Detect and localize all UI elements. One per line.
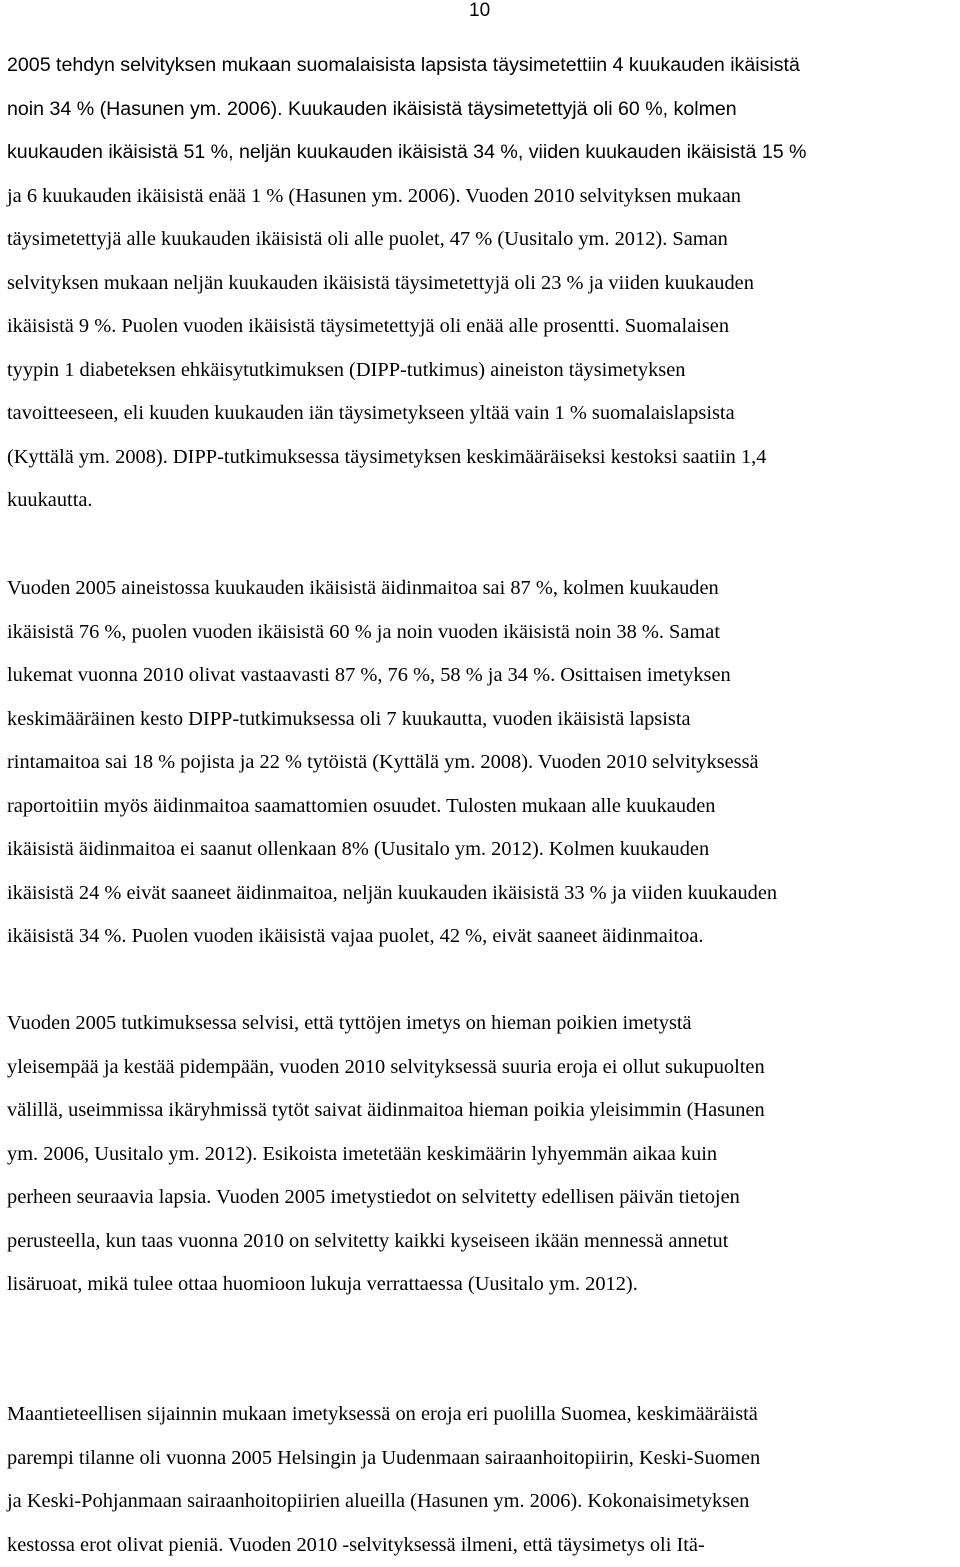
text-line: Maantieteellisen sijainnin mukaan imetyksessä on eroja eri puolilla Suomea, keskimääräistä (7, 1393, 960, 1437)
text-line: ikäisistä 9 %. Puolen vuoden ikäisistä täysimetettyjä oli enää alle prosentti. Suomalaisen (7, 305, 960, 349)
text-line: kuukauden ikäisistä 51 %, neljän kuukauden ikäisistä 34 %, viiden kuukauden ikäisistä 15 % (7, 131, 960, 175)
text-line: lukemat vuonna 2010 olivat vastaavasti 87 %, 76 %, 58 % ja 34 %. Osittaisen imetyksen (7, 654, 960, 698)
text-line: välillä, useimmissa ikäryhmissä tytöt saivat äidinmaitoa hieman poikia yleisimmin (Hasunen (7, 1089, 960, 1133)
text-line: ja 6 kuukauden ikäisistä enää 1 % (Hasunen ym. 2006). Vuoden 2010 selvityksen mukaan (7, 175, 960, 219)
text-line: yleisempää ja kestää pidempään, vuoden 2010 selvityksessä suuria eroja ei ollut sukupuolten (7, 1046, 960, 1090)
text-line: tavoitteeseen, eli kuuden kuukauden iän täysimetykseen yltää vain 1 % suomalaislapsista (7, 392, 960, 436)
text-line: 2005 tehdyn selvityksen mukaan suomalaisista lapsista täysimetettiin 4 kuukauden ikäisistä (7, 44, 960, 88)
text-line: ym. 2006, Uusitalo ym. 2012). Esikoista imetetään keskimäärin lyhyemmän aikaa kuin (7, 1133, 960, 1177)
paragraph-breast-milk-rates (7, 567, 960, 959)
text-line: täysimetettyjä alle kuukauden ikäisistä oli alle puolet, 47 % (Uusitalo ym. 2012). Saman (7, 218, 960, 262)
text-line: ikäisistä 76 %, puolen vuoden ikäisistä 60 % ja noin vuoden ikäisistä noin 38 %. Samat (7, 611, 960, 655)
text-line: kuukautta. (7, 479, 960, 523)
text-line: ja Keski-Pohjanmaan sairaanhoitopiirien alueilla (Hasunen ym. 2006). Kokonaisimetyksen (7, 1480, 960, 1524)
text-line: selvityksen mukaan neljän kuukauden ikäisistä täysimetettyjä oli 23 % ja viiden kuukauden (7, 262, 960, 306)
paragraph-gender-differences (7, 1002, 960, 1307)
text-line: keskimääräinen kesto DIPP-tutkimuksessa oli 7 kuukautta, vuoden ikäisistä lapsista (7, 698, 960, 742)
text-line: perheen seuraavia lapsia. Vuoden 2005 imetystiedot on selvitetty edellisen päivän tietojen (7, 1176, 960, 1220)
text-line: kestossa erot olivat pieniä. Vuoden 2010 -selvityksessä ilmeni, että täysimetys oli Itä- (7, 1524, 960, 1567)
text-line: perusteella, kun taas vuonna 2010 on selvitetty kaikki kyseiseen ikään mennessä annetut (7, 1220, 960, 1264)
text-line: parempi tilanne oli vuonna 2005 Helsingin ja Uudenmaan sairaanhoitopiirin, Keski-Suomen (7, 1437, 960, 1481)
text-line: rintamaitoa sai 18 % pojista ja 22 % tytöistä (Kyttälä ym. 2008). Vuoden 2010 selvityksessä (7, 741, 960, 785)
text-line: ikäisistä äidinmaitoa ei saanut ollenkaan 8% (Uusitalo ym. 2012). Kolmen kuukauden (7, 828, 960, 872)
text-line: ikäisistä 34 %. Puolen vuoden ikäisistä vajaa puolet, 42 %, eivät saaneet äidinmaitoa. (7, 915, 960, 959)
paragraph-geographic-differences (7, 1393, 960, 1567)
text-line: raportoitiin myös äidinmaitoa saamattomien osuudet. Tulosten mukaan alle kuukauden (7, 785, 960, 829)
paragraph-full-breastfeeding-rates (7, 44, 960, 523)
text-line: Vuoden 2005 aineistossa kuukauden ikäisistä äidinmaitoa sai 87 %, kolmen kuukauden (7, 567, 960, 611)
text-line: noin 34 % (Hasunen ym. 2006). Kuukauden ikäisistä täysimetettyjä oli 60 %, kolmen (7, 88, 960, 132)
text-line: lisäruoat, mikä tulee ottaa huomioon lukuja verrattaessa (Uusitalo ym. 2012). (7, 1263, 960, 1307)
text-line: Vuoden 2005 tutkimuksessa selvisi, että tyttöjen imetys on hieman poikien imetystä (7, 1002, 960, 1046)
text-line: tyypin 1 diabeteksen ehkäisytutkimuksen (DIPP-tutkimus) aineiston täysimetyksen (7, 349, 960, 393)
page-number: 10 (469, 0, 490, 22)
text-line: (Kyttälä ym. 2008). DIPP-tutkimuksessa täysimetyksen keskimääräiseksi kestoksi saatiin 1,4 (7, 436, 960, 480)
text-line: ikäisistä 24 % eivät saaneet äidinmaitoa, neljän kuukauden ikäisistä 33 % ja viiden kuukauden (7, 872, 960, 916)
